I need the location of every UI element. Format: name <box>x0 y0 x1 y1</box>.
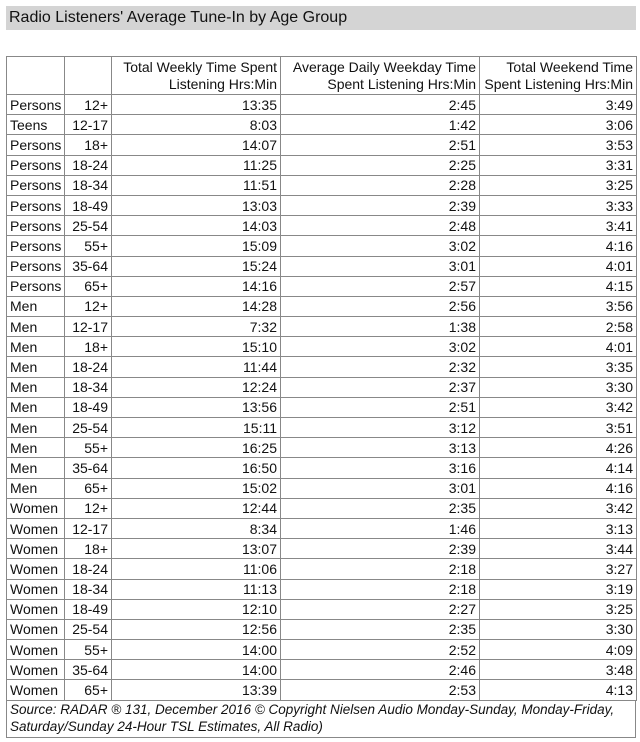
weekend-time-cell: 3:13 <box>480 518 637 538</box>
daily-time-cell: 2:39 <box>281 195 480 215</box>
weekend-time-cell: 3:31 <box>480 155 637 175</box>
group-cell: Men <box>7 296 65 316</box>
table-row <box>7 115 637 135</box>
group-cell: Women <box>7 559 65 579</box>
group-cell: Women <box>7 579 65 599</box>
daily-time-cell: 2:27 <box>281 599 480 619</box>
daily-time-cell: 3:01 <box>281 256 480 276</box>
daily-time-cell: 2:25 <box>281 155 480 175</box>
daily-time-cell: 2:48 <box>281 216 480 236</box>
group-cell: Men <box>7 377 65 397</box>
age-cell: 18+ <box>65 337 112 357</box>
table-row <box>7 559 637 579</box>
header-weekly-time: Total Weekly Time Spent Listening Hrs:Min <box>112 57 281 95</box>
age-cell: 35-64 <box>65 458 112 478</box>
age-cell: 55+ <box>65 640 112 660</box>
table-row <box>7 640 637 660</box>
weekend-time-cell: 4:16 <box>480 236 637 256</box>
daily-time-cell: 2:46 <box>281 660 480 680</box>
table-row <box>7 236 637 256</box>
group-cell: Women <box>7 498 65 518</box>
group-cell: Men <box>7 397 65 417</box>
age-cell: 35-64 <box>65 256 112 276</box>
weekly-time-cell: 14:00 <box>112 660 281 680</box>
table-row <box>7 680 637 700</box>
group-cell: Persons <box>7 216 65 236</box>
weekly-time-cell: 16:50 <box>112 458 281 478</box>
weekend-time-cell: 3:42 <box>480 498 637 518</box>
weekly-time-cell: 8:34 <box>112 518 281 538</box>
daily-time-cell: 1:38 <box>281 317 480 337</box>
daily-time-cell: 2:52 <box>281 640 480 660</box>
table-row <box>7 478 637 498</box>
table-row <box>7 539 637 559</box>
weekend-time-cell: 4:13 <box>480 680 637 700</box>
tune-in-table <box>6 56 637 701</box>
group-cell: Men <box>7 337 65 357</box>
daily-time-cell: 2:39 <box>281 539 480 559</box>
weekly-time-cell: 12:24 <box>112 377 281 397</box>
weekend-time-cell: 3:56 <box>480 296 637 316</box>
age-cell: 18+ <box>65 539 112 559</box>
daily-time-cell: 1:42 <box>281 115 480 135</box>
weekly-time-cell: 11:51 <box>112 175 281 195</box>
table-row <box>7 619 637 639</box>
daily-time-cell: 3:16 <box>281 458 480 478</box>
daily-time-cell: 3:13 <box>281 438 480 458</box>
daily-time-cell: 3:01 <box>281 478 480 498</box>
header-weekend-time: Total Weekend Time Spent Listening Hrs:Min <box>480 57 637 95</box>
weekend-time-cell: 4:01 <box>480 256 637 276</box>
weekend-time-cell: 3:44 <box>480 539 637 559</box>
group-cell: Women <box>7 599 65 619</box>
group-cell: Women <box>7 680 65 700</box>
weekend-time-cell: 2:58 <box>480 317 637 337</box>
weekly-time-cell: 14:07 <box>112 135 281 155</box>
weekend-time-cell: 3:25 <box>480 175 637 195</box>
table-header-row <box>7 57 637 95</box>
age-cell: 18-34 <box>65 377 112 397</box>
age-cell: 35-64 <box>65 660 112 680</box>
weekend-time-cell: 4:16 <box>480 478 637 498</box>
weekend-time-cell: 3:49 <box>480 95 637 115</box>
age-cell: 18-49 <box>65 599 112 619</box>
daily-time-cell: 2:57 <box>281 276 480 296</box>
weekend-time-cell: 3:42 <box>480 397 637 417</box>
daily-time-cell: 2:56 <box>281 296 480 316</box>
weekly-time-cell: 13:07 <box>112 539 281 559</box>
weekly-time-cell: 12:10 <box>112 599 281 619</box>
group-cell: Women <box>7 640 65 660</box>
weekly-time-cell: 14:16 <box>112 276 281 296</box>
daily-time-cell: 3:12 <box>281 418 480 438</box>
weekly-time-cell: 12:56 <box>112 619 281 639</box>
group-cell: Women <box>7 619 65 639</box>
group-cell: Men <box>7 357 65 377</box>
table-row <box>7 458 637 478</box>
group-cell: Women <box>7 518 65 538</box>
table-row <box>7 276 637 296</box>
table-row <box>7 518 637 538</box>
group-cell: Men <box>7 438 65 458</box>
weekly-time-cell: 15:11 <box>112 418 281 438</box>
age-cell: 25-54 <box>65 216 112 236</box>
age-cell: 18-24 <box>65 559 112 579</box>
age-cell: 12-17 <box>65 317 112 337</box>
age-cell: 18-34 <box>65 175 112 195</box>
age-cell: 65+ <box>65 276 112 296</box>
weekly-time-cell: 7:32 <box>112 317 281 337</box>
age-cell: 18+ <box>65 135 112 155</box>
weekly-time-cell: 14:00 <box>112 640 281 660</box>
weekend-time-cell: 3:33 <box>480 195 637 215</box>
age-cell: 12+ <box>65 296 112 316</box>
weekly-time-cell: 13:56 <box>112 397 281 417</box>
table-row <box>7 317 637 337</box>
group-cell: Persons <box>7 195 65 215</box>
weekend-time-cell: 3:06 <box>480 115 637 135</box>
daily-time-cell: 2:18 <box>281 559 480 579</box>
group-cell: Men <box>7 478 65 498</box>
weekend-time-cell: 3:35 <box>480 357 637 377</box>
daily-time-cell: 2:45 <box>281 95 480 115</box>
weekly-time-cell: 8:03 <box>112 115 281 135</box>
weekend-time-cell: 3:25 <box>480 599 637 619</box>
table-row <box>7 95 637 115</box>
daily-time-cell: 2:35 <box>281 498 480 518</box>
weekend-time-cell: 3:53 <box>480 135 637 155</box>
group-cell: Men <box>7 458 65 478</box>
age-cell: 18-24 <box>65 357 112 377</box>
table-row <box>7 296 637 316</box>
group-cell: Teens <box>7 115 65 135</box>
weekly-time-cell: 15:10 <box>112 337 281 357</box>
table-row <box>7 377 637 397</box>
daily-time-cell: 2:51 <box>281 397 480 417</box>
weekly-time-cell: 11:44 <box>112 357 281 377</box>
age-cell: 18-49 <box>65 397 112 417</box>
header-group <box>7 57 65 95</box>
table-row <box>7 438 637 458</box>
table-row <box>7 195 637 215</box>
group-cell: Men <box>7 317 65 337</box>
age-cell: 18-24 <box>65 155 112 175</box>
daily-time-cell: 1:46 <box>281 518 480 538</box>
weekend-time-cell: 4:15 <box>480 276 637 296</box>
weekend-time-cell: 3:41 <box>480 216 637 236</box>
daily-time-cell: 2:53 <box>281 680 480 700</box>
weekend-time-cell: 3:48 <box>480 660 637 680</box>
weekly-time-cell: 16:25 <box>112 438 281 458</box>
weekly-time-cell: 13:35 <box>112 95 281 115</box>
group-cell: Persons <box>7 276 65 296</box>
table-row <box>7 418 637 438</box>
age-cell: 65+ <box>65 680 112 700</box>
weekly-time-cell: 11:25 <box>112 155 281 175</box>
weekend-time-cell: 4:26 <box>480 438 637 458</box>
age-cell: 18-49 <box>65 195 112 215</box>
age-cell: 25-54 <box>65 619 112 639</box>
table-row <box>7 357 637 377</box>
weekly-time-cell: 13:03 <box>112 195 281 215</box>
daily-time-cell: 3:02 <box>281 337 480 357</box>
weekend-time-cell: 3:51 <box>480 418 637 438</box>
table-row <box>7 660 637 680</box>
weekly-time-cell: 15:24 <box>112 256 281 276</box>
header-age <box>65 57 112 95</box>
table-row <box>7 135 637 155</box>
age-cell: 65+ <box>65 478 112 498</box>
weekly-time-cell: 12:44 <box>112 498 281 518</box>
weekly-time-cell: 11:13 <box>112 579 281 599</box>
weekly-time-cell: 15:09 <box>112 236 281 256</box>
group-cell: Persons <box>7 256 65 276</box>
table-row <box>7 498 637 518</box>
group-cell: Women <box>7 539 65 559</box>
weekend-time-cell: 3:30 <box>480 619 637 639</box>
group-cell: Persons <box>7 175 65 195</box>
weekend-time-cell: 3:19 <box>480 579 637 599</box>
weekly-time-cell: 15:02 <box>112 478 281 498</box>
weekly-time-cell: 14:03 <box>112 216 281 236</box>
weekend-time-cell: 3:30 <box>480 377 637 397</box>
age-cell: 18-34 <box>65 579 112 599</box>
weekend-time-cell: 4:01 <box>480 337 637 357</box>
daily-time-cell: 2:18 <box>281 579 480 599</box>
group-cell: Persons <box>7 155 65 175</box>
group-cell: Persons <box>7 135 65 155</box>
table-row <box>7 337 637 357</box>
weekly-time-cell: 13:39 <box>112 680 281 700</box>
table-row <box>7 579 637 599</box>
weekend-time-cell: 4:14 <box>480 458 637 478</box>
age-cell: 12+ <box>65 498 112 518</box>
weekly-time-cell: 11:06 <box>112 559 281 579</box>
source-note: Source: RADAR ® 131, December 2016 © Copyright Nielsen Audio Monday-Sunday, Monday-Friday, Saturday/Sunday 24-Hour TSL Estimates, All Radio) <box>6 700 636 738</box>
daily-time-cell: 3:02 <box>281 236 480 256</box>
daily-time-cell: 2:28 <box>281 175 480 195</box>
group-cell: Women <box>7 660 65 680</box>
group-cell: Persons <box>7 95 65 115</box>
table-row <box>7 397 637 417</box>
age-cell: 55+ <box>65 236 112 256</box>
weekend-time-cell: 3:27 <box>480 559 637 579</box>
daily-time-cell: 2:51 <box>281 135 480 155</box>
weekly-time-cell: 14:28 <box>112 296 281 316</box>
daily-time-cell: 2:37 <box>281 377 480 397</box>
table-row <box>7 256 637 276</box>
age-cell: 55+ <box>65 438 112 458</box>
weekend-time-cell: 4:09 <box>480 640 637 660</box>
daily-time-cell: 2:32 <box>281 357 480 377</box>
age-cell: 12-17 <box>65 115 112 135</box>
table-row <box>7 175 637 195</box>
table-row <box>7 599 637 619</box>
table-row <box>7 155 637 175</box>
age-cell: 12-17 <box>65 518 112 538</box>
age-cell: 12+ <box>65 95 112 115</box>
age-cell: 25-54 <box>65 418 112 438</box>
header-daily-weekday-time: Average Daily Weekday Time Spent Listening Hrs:Min <box>281 57 480 95</box>
page-title: Radio Listeners' Average Tune-In by Age Group <box>6 6 636 30</box>
table-row <box>7 216 637 236</box>
group-cell: Persons <box>7 236 65 256</box>
group-cell: Men <box>7 418 65 438</box>
table-body <box>7 95 637 701</box>
daily-time-cell: 2:35 <box>281 619 480 639</box>
